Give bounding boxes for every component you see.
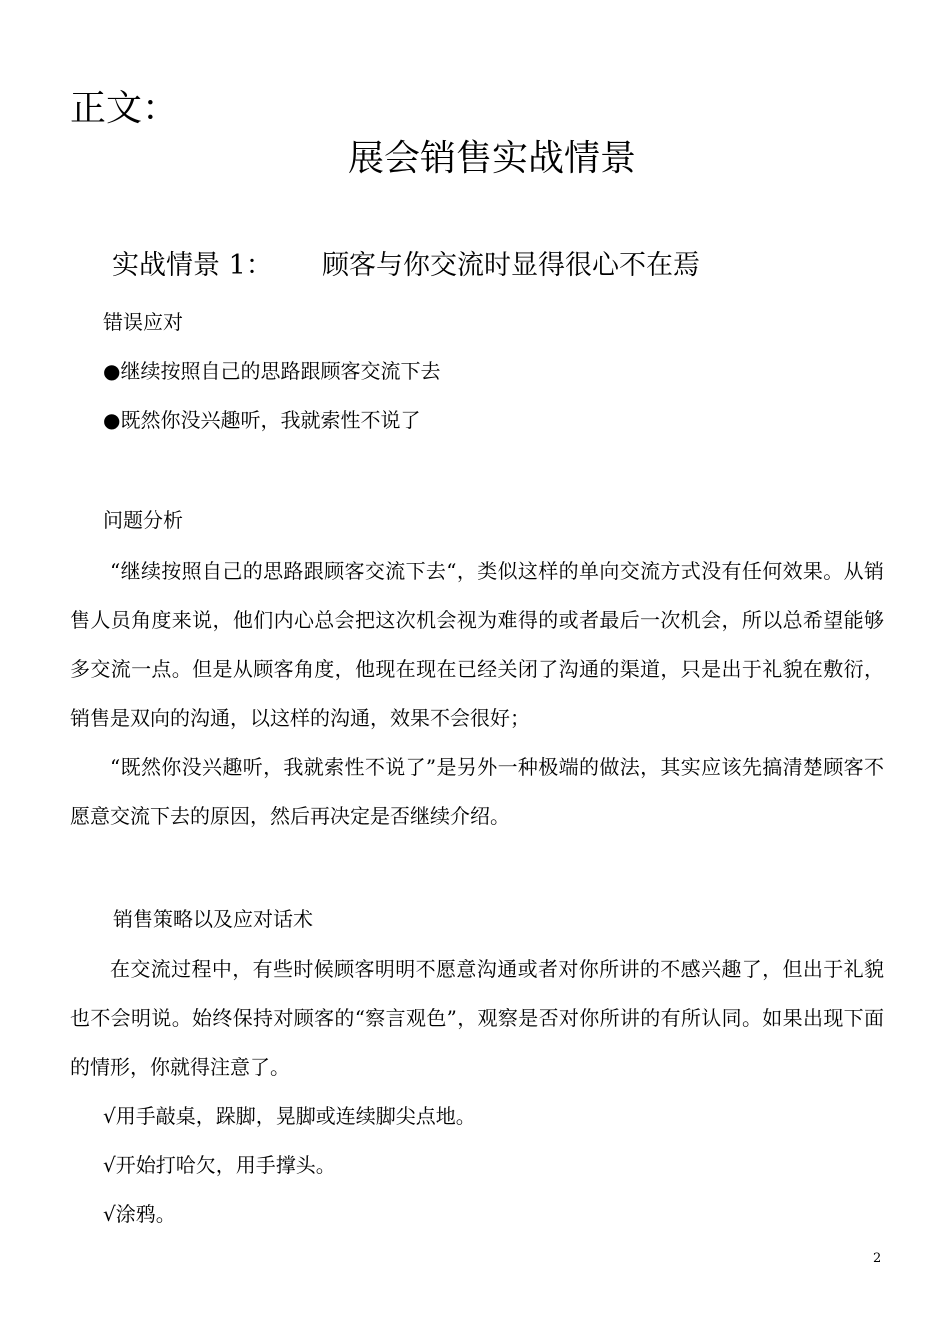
strategy-item: √用手敲桌，跺脚，晃脚或连续脚尖点地。 <box>103 1104 476 1128</box>
strategy-item: √开始打哈欠，用手撑头。 <box>103 1153 336 1177</box>
strategy-heading: 销售策略以及应对话术 <box>113 907 313 931</box>
mistake-item: ●继续按照自己的思路跟顾客交流下去 <box>103 359 441 383</box>
scene-title: 顾客与你交流时显得很心不在焉 <box>322 250 700 281</box>
analysis-paragraph: “继续按照自己的思路跟顾客交流下去“，类似这样的单向交流方式没有任何效果。从销售人员角度来说，他们内心总会把这次机会视为难得的或者最后一次机会，所以总希望能够多交流一点。但是从顾客角度，他现在现在已经关闭了沟通的渠道，只是出于礼貌在敷衍，销售是双向的沟通，以这样的沟通，效果不会很好； <box>70 559 884 730</box>
strategy-item: √涂鸦。 <box>103 1202 176 1226</box>
page-number: 2 <box>873 1251 882 1266</box>
section-label: 正文： <box>70 88 179 129</box>
scene-number: 实战情景 1： <box>112 250 273 281</box>
analysis-heading: 问题分析 <box>103 508 183 532</box>
analysis-paragraph: “既然你没兴趣听，我就索性不说了”是另外一种极端的做法，其实应该先搞清楚顾客不愿意交流下去的原因，然后再决定是否继续介绍。 <box>70 755 884 828</box>
document-title: 展会销售实战情景 <box>348 138 637 179</box>
mistake-item: ●既然你没兴趣听，我就索性不说了 <box>103 408 421 432</box>
mistakes-heading: 错误应对 <box>103 310 183 334</box>
strategy-paragraph: 在交流过程中，有些时候顾客明明不愿意沟通或者对你所讲的不感兴趣了，但出于礼貌也不会明说。始终保持对顾客的“察言观色”，观察是否对你所讲的有所认同。如果出现下面的情形，你就得注意了。 <box>70 957 884 1079</box>
